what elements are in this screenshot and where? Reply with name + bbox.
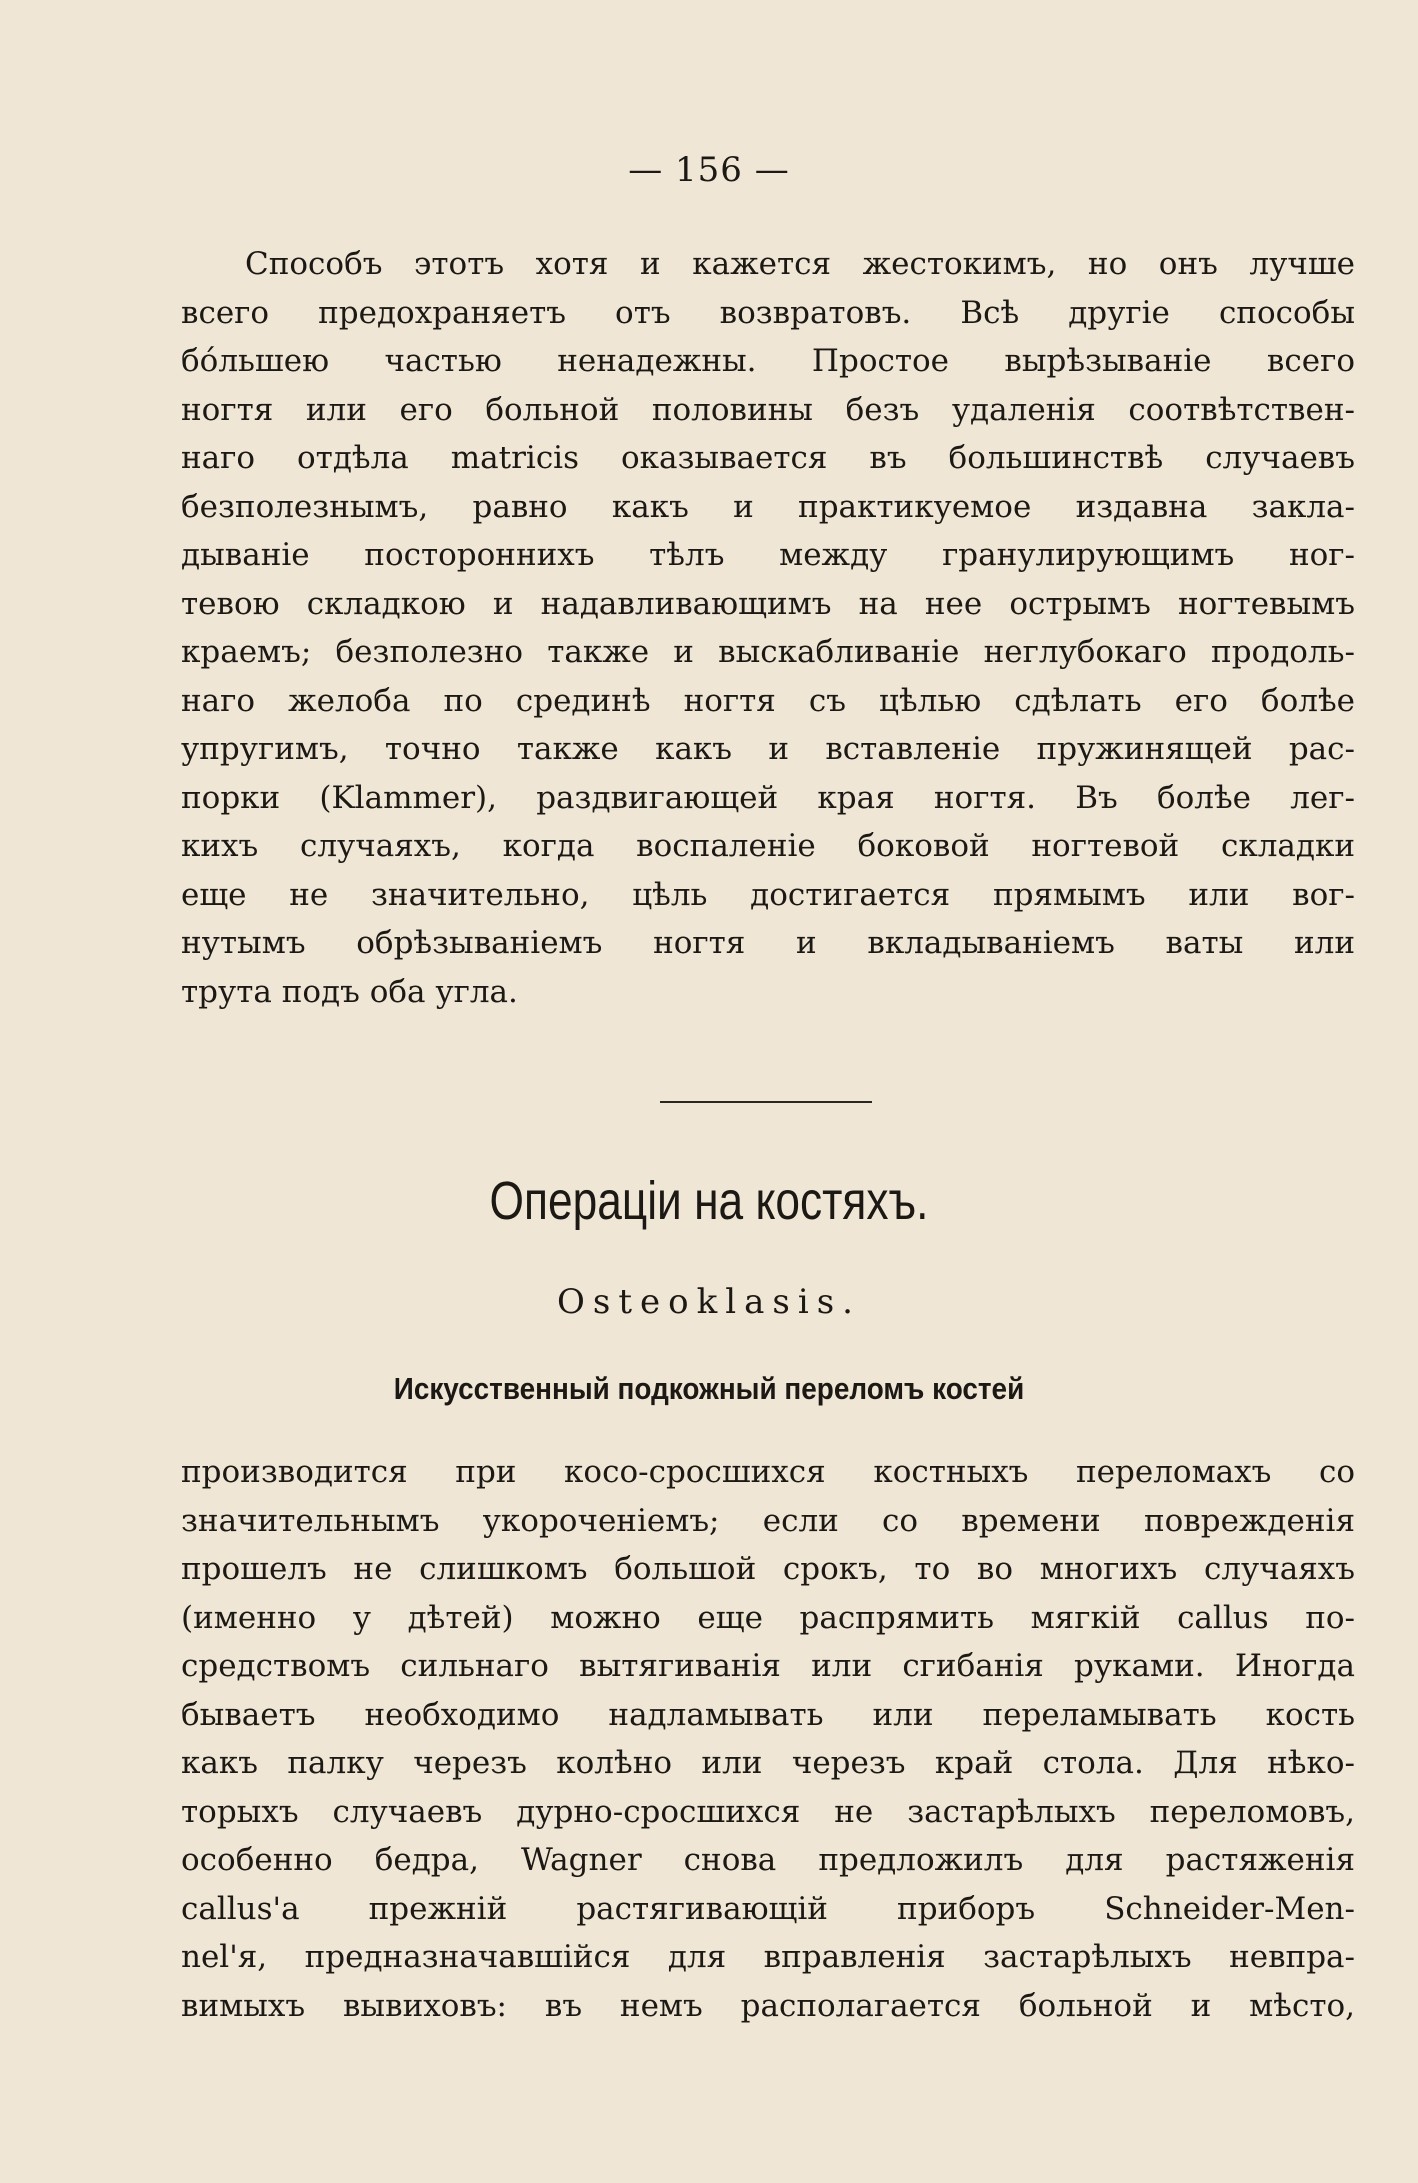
section-subtitle: Osteoklasis. <box>557 1282 861 1322</box>
text-line: тевою складкою и надавливающимъ на нее острымъ ногтевымъ <box>181 585 1355 622</box>
text-line: краемъ; безполезно также и выскабливаніе неглубокаго продоль- <box>181 634 1355 670</box>
text-line: наго отдѣла matricis оказывается въ большинствѣ случаевъ <box>181 440 1355 476</box>
text-line: какъ палку черезъ колѣно или черезъ край стола. Для нѣко- <box>181 1745 1355 1781</box>
text-line: наго желоба по срединѣ ногтя съ цѣлью сдѣлать его болѣе <box>181 682 1355 719</box>
text-line: особенно бедра, Wagner снова предложилъ для растяженія <box>181 1842 1355 1878</box>
text-line: nel'я, предназначавшійся для вправленія застарѣлыхъ невпра- <box>181 1939 1355 1975</box>
paragraph-ingrown-nail <box>181 240 1355 1016</box>
text-line: еще не значительно, цѣль достигается прямымъ или вог- <box>181 876 1355 913</box>
text-line: дываніе постороннихъ тѣлъ между гранулирующимъ ног- <box>181 537 1355 573</box>
text-line: Способъ этотъ хотя и кажется жестокимъ, но онъ лучше <box>245 246 1355 282</box>
text-line: безполезнымъ, равно какъ и практикуемое издавна заклa- <box>181 488 1355 525</box>
text-line: порки (Klammer), раздвигающей края ногтя. Въ болѣе лег- <box>181 779 1355 816</box>
text-line: бываетъ необходимо надламывать или переламывать кость <box>181 1696 1355 1733</box>
text-line: производится при косо-сросшихся костныхъ переломахъ со <box>181 1454 1355 1490</box>
text-line: трута подъ оба угла. <box>181 973 518 1010</box>
text-line: ногтя или его больной половины безъ удаленія соотвѣтствен- <box>181 391 1355 428</box>
text-line: упругимъ, точно также какъ и вставленіе пружинящей рас- <box>181 731 1355 767</box>
paragraph-osteoklasis <box>181 1448 1355 2030</box>
text-line: средствомъ сильнаго вытягиванія или сгибанія руками. Иногда <box>181 1648 1355 1684</box>
text-line: (именно у дѣтей) можно еще распрямить мягкій callus по- <box>181 1599 1355 1636</box>
section-title: Операціи на костяхъ. <box>489 1171 929 1231</box>
text-line: всего предохраняетъ отъ возвратовъ. Всѣ другіе способы <box>181 294 1355 331</box>
text-line: нутымъ обрѣзываніемъ ногтя и вкладываніемъ ваты или <box>181 925 1355 961</box>
text-line: кихъ случаяхъ, когда воспаленіе боковой ногтевой складки <box>181 828 1355 864</box>
text-line: callus'a прежній растягивающій приборъ Schneider-Men- <box>181 1890 1355 1927</box>
text-line: прошелъ не слишкомъ большой срокъ, то во многихъ случаяхъ <box>181 1551 1355 1587</box>
page-number: — 156 — <box>628 150 790 190</box>
lead-phrase: Искусственный подкожный переломъ костей <box>393 1371 1025 1406</box>
section-divider <box>660 1101 872 1103</box>
text-line: вимыхъ вывиховъ: въ немъ располагается больной и мѣсто, <box>181 1987 1355 2024</box>
text-line: торыхъ случаевъ дурно-сросшихся не застарѣлыхъ переломовъ, <box>181 1793 1355 1830</box>
text-line: значительнымъ укороченіемъ; если со времени поврежденія <box>181 1502 1355 1539</box>
text-line: бо́льшею частью ненадежны. Простое вырѣзываніе всего <box>181 343 1355 379</box>
